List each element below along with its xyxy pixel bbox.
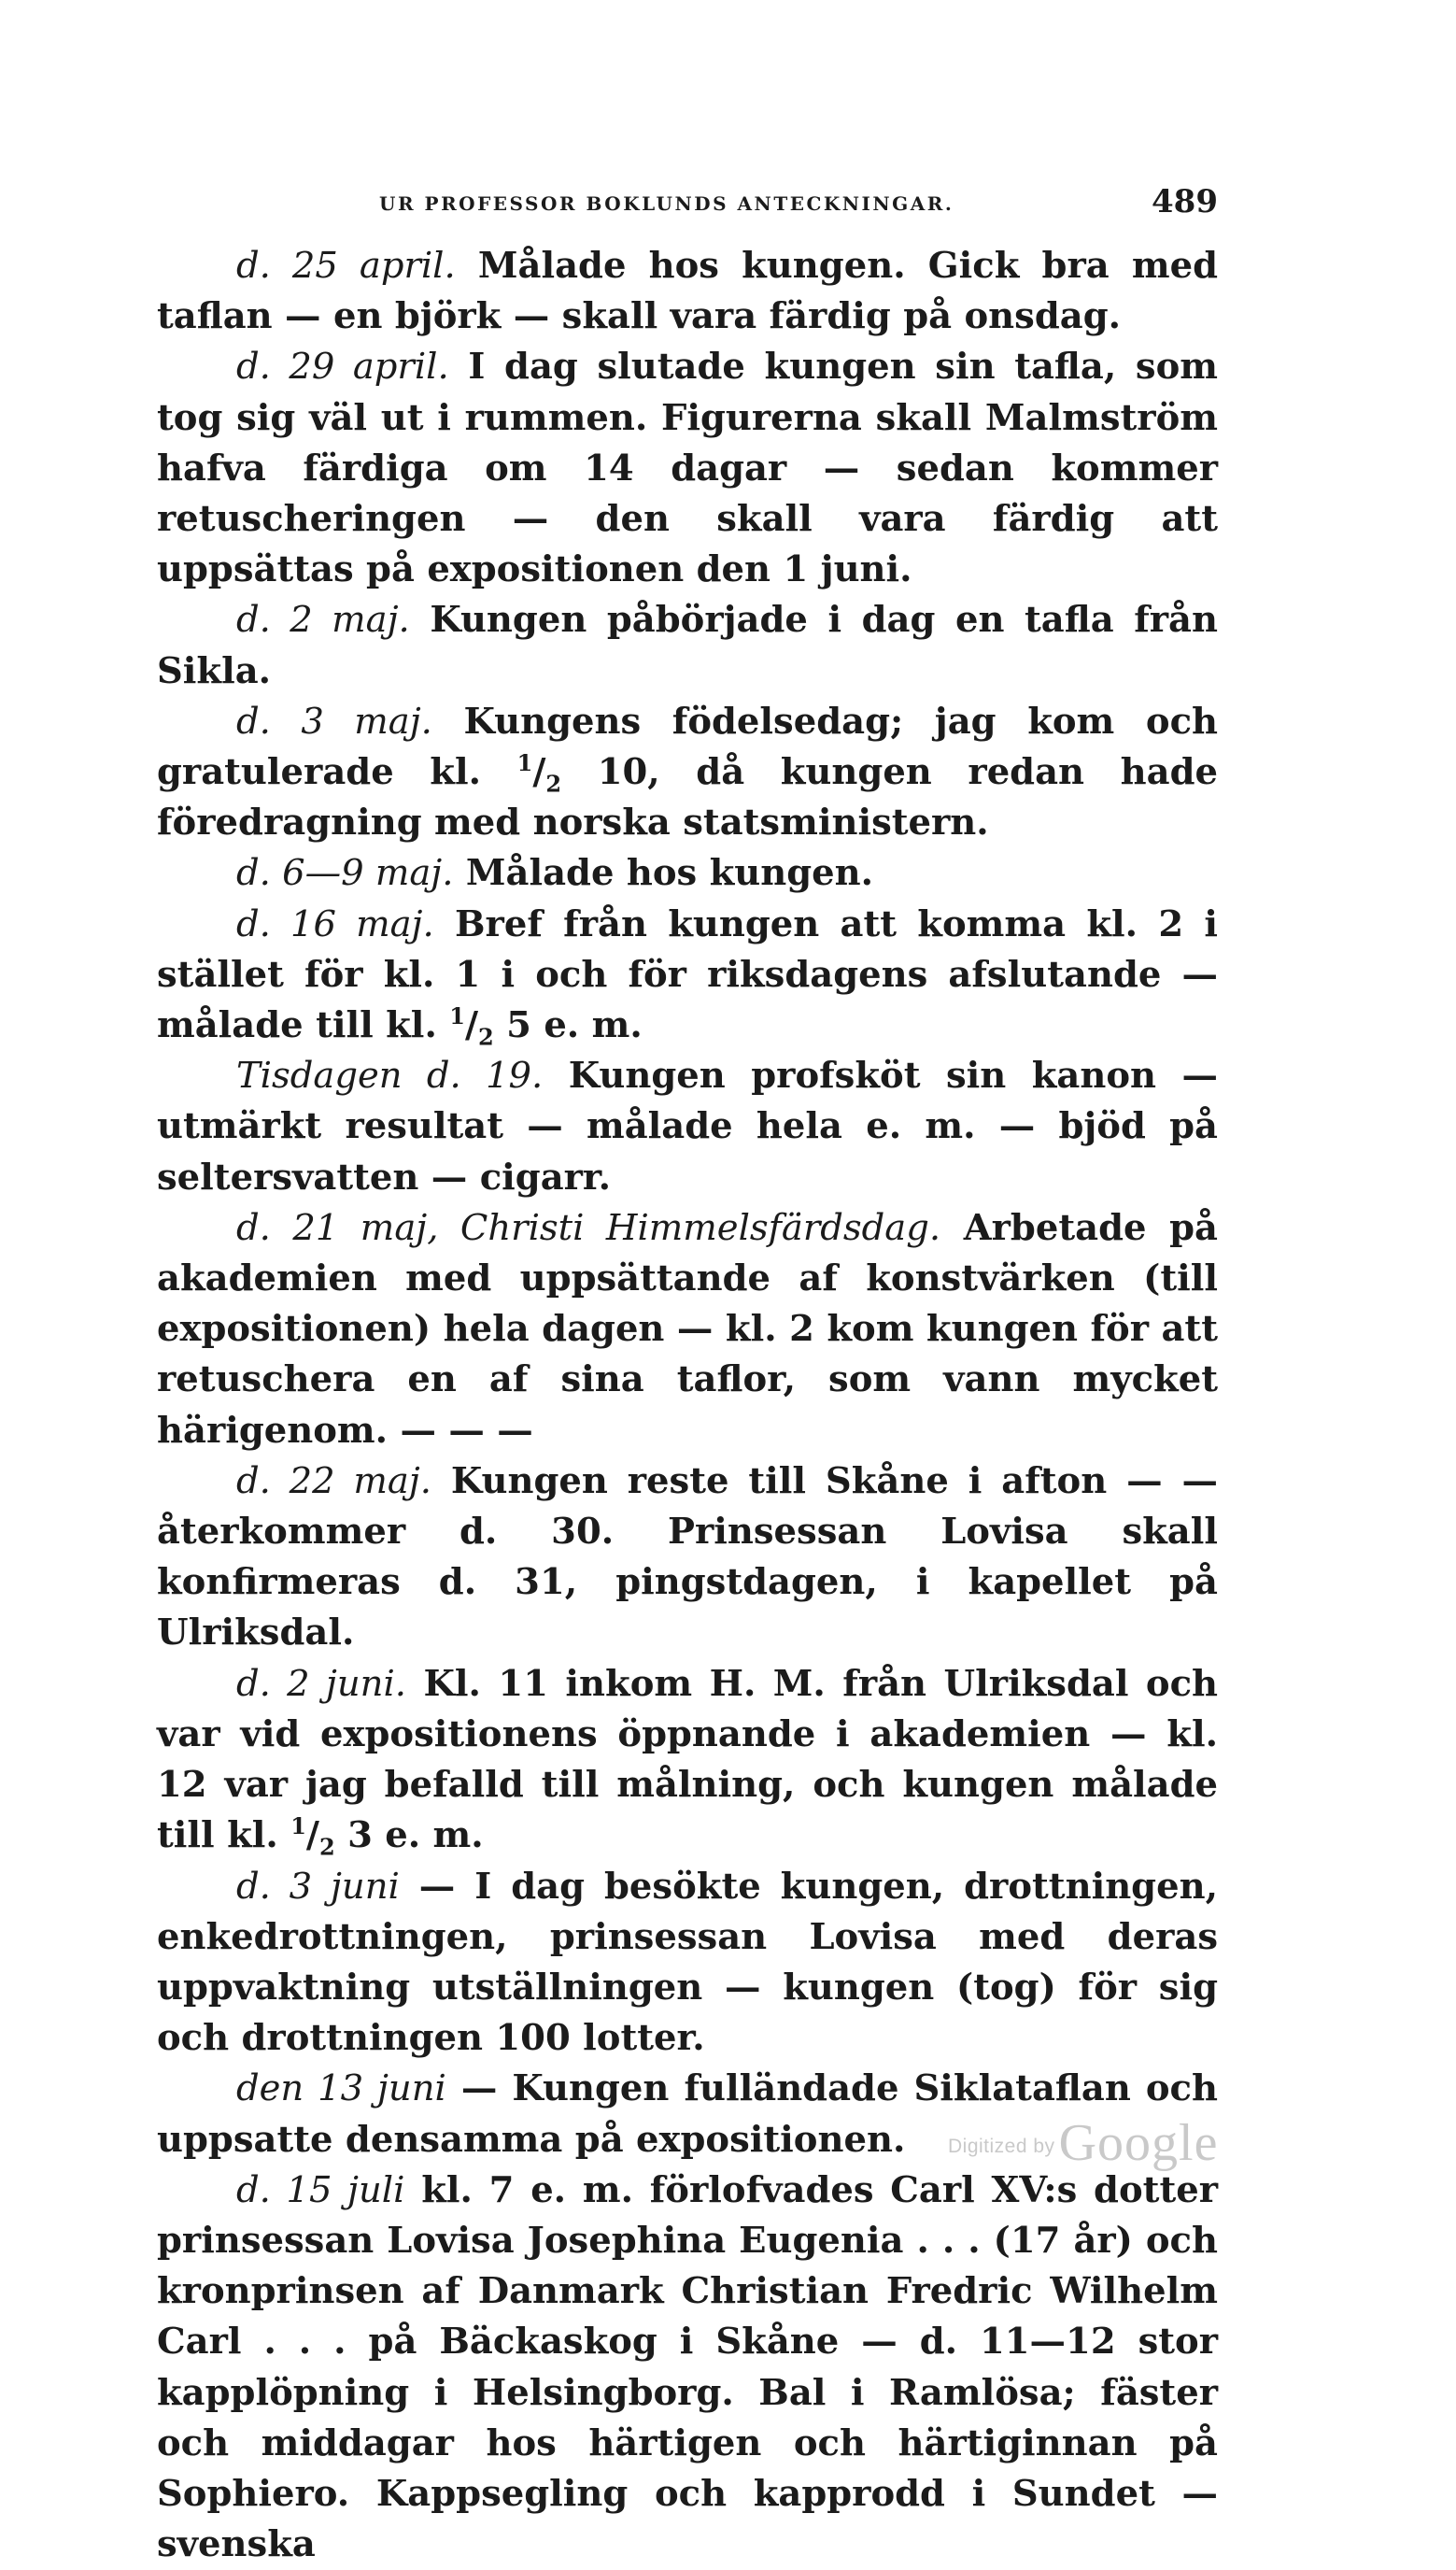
entry-date: d. 2 juni. xyxy=(236,1662,407,1705)
entry-date: d. 16 maj. xyxy=(236,902,434,945)
diary-entry-3-maj xyxy=(157,697,1218,849)
entry-text: Kungen profsköt sin kanon — utmärkt resultat — målade hela e. m. — bjöd på seltersvatten — cigarr. xyxy=(157,1055,1218,1199)
entry-text: Arbetade på akademien med uppsättande af konstvärken (till expositionen) hela dagen — kl. 2 kom kungen för att retuschera en af sina taflor, som vann mycket härigenom. — — — xyxy=(157,1206,1218,1452)
diary-entry-25-april xyxy=(157,241,1218,342)
fraction-numerator: 1 xyxy=(290,1812,306,1840)
running-header xyxy=(157,183,1218,220)
half-fraction: $^1/_2$ xyxy=(516,749,562,798)
fraction-denominator: 2 xyxy=(545,770,562,798)
fraction-numerator: 1 xyxy=(516,749,533,777)
entry-text: kl. 7 e. m. förlofvades Carl XV:s dotter prinsessan Lovisa Josephina Eugenia . . . (17 år) och kronprinsen af Danmark Christian Fredric Wilhelm Carl . . . på Bäckaskog i Skåne — d. 11—12 stor kapplöpning i Helsingborg. Bal i Ramlösa; fäster och middagar hos härtigen och härtiginnan på Sophiero. Kappsegling och kapprodd i Sundet — svenska xyxy=(157,2168,1219,2566)
watermark-prefix: Digitized by xyxy=(948,2136,1055,2157)
entry-date: d. 21 maj, Christi Himmelsfärdsdag. xyxy=(236,1206,941,1249)
entry-date: den 13 juni xyxy=(236,2067,446,2110)
entry-date: d. 15 juli xyxy=(236,2168,405,2211)
entry-date: d. 3 juni xyxy=(236,1865,400,1908)
google-logo: Google xyxy=(1058,2114,1219,2172)
diary-entry-2-maj xyxy=(157,595,1218,696)
diary-entry-2-juni xyxy=(157,1659,1218,1862)
diary-entry-16-maj xyxy=(157,900,1218,1052)
entry-text: 5 e. m. xyxy=(506,1004,643,1047)
entry-text: Kl. 11 inkom H. M. från Ulriksdal och var vid expositionens öppnande i akademien — kl. 12 var jag befalld till målning, och kungen målade till kl. xyxy=(157,1662,1219,1857)
diary-entry-15-juli xyxy=(157,2165,1218,2570)
entry-text: Målade hos kungen. xyxy=(465,852,874,895)
entry-text: — Kungen fulländade Siklataflan och uppsatte densamma på expositionen. xyxy=(157,2067,1218,2161)
entry-date: d. 2 maj. xyxy=(236,599,410,642)
entry-text: 3 e. m. xyxy=(347,1814,484,1857)
fraction-denominator: 2 xyxy=(478,1023,494,1051)
digitized-by-google-watermark xyxy=(948,2113,1218,2179)
diary-entry-6-9-maj xyxy=(157,848,1218,899)
entry-date: Tisdagen d. 19. xyxy=(236,1055,544,1098)
diary-entry-3-juni xyxy=(157,1862,1218,2065)
entry-text: Bref från kungen att komma kl. 2 i stället för kl. 1 i och för riksdagens afslutande — målade till kl. xyxy=(157,902,1218,1047)
page-number: 489 xyxy=(1152,183,1218,220)
entry-text: Kungen påbörjade i dag en tafla från Sikla. xyxy=(157,599,1218,692)
diary-entry-22-maj xyxy=(157,1456,1218,1659)
running-title: UR PROFESSOR BOKLUNDS ANTECKNINGAR. xyxy=(379,192,954,215)
diary-text xyxy=(157,241,1218,2570)
half-fraction: $^1/_2$ xyxy=(449,1002,494,1051)
entry-date: d. 25 april. xyxy=(236,245,456,287)
entry-date: d. 6—9 maj. xyxy=(236,852,454,895)
entry-date: d. 22 maj. xyxy=(236,1459,431,1502)
entry-text: Kungens födelsedag; jag kom och gratulerade kl. xyxy=(157,700,1218,794)
entry-text: — I dag besökte kungen, drottningen, enkedrottningen, prinsessan Lovisa med deras uppvaktning utställningen — kungen (tog) för sig och drottningen 100 lotter. xyxy=(157,1865,1218,2060)
entry-text: 10, då kungen redan hade föredragning med norska statsministern. xyxy=(157,751,1218,845)
entry-text: I dag slutade kungen sin tafla, som tog sig väl ut i rummen. Figurerna skall Malmström hafva färdiga om 14 dagar — sedan kommer retuscheringen — den skall vara färdig att uppsättas på expositionen den 1 juni. xyxy=(157,346,1219,591)
fraction-numerator: 1 xyxy=(449,1002,465,1030)
diary-entry-tisdagen-19 xyxy=(157,1051,1218,1203)
entry-date: d. 29 april. xyxy=(236,346,449,389)
diary-entry-29-april xyxy=(157,342,1218,595)
entry-text: Målade hos kungen. Gick bra med taflan — en björk — skall vara färdig på onsdag. xyxy=(157,245,1219,338)
diary-entry-21-maj xyxy=(157,1203,1218,1456)
entry-date: d. 3 maj. xyxy=(236,700,432,743)
entry-text: Kungen reste till Skåne i afton — — återkommer d. 30. Prinsessan Lovisa skall konfirmeras d. 31, pingstdagen, i kapellet på Ulriksdal. xyxy=(157,1459,1218,1654)
half-fraction: $^1/_2$ xyxy=(290,1812,335,1861)
fraction-denominator: 2 xyxy=(318,1833,335,1861)
